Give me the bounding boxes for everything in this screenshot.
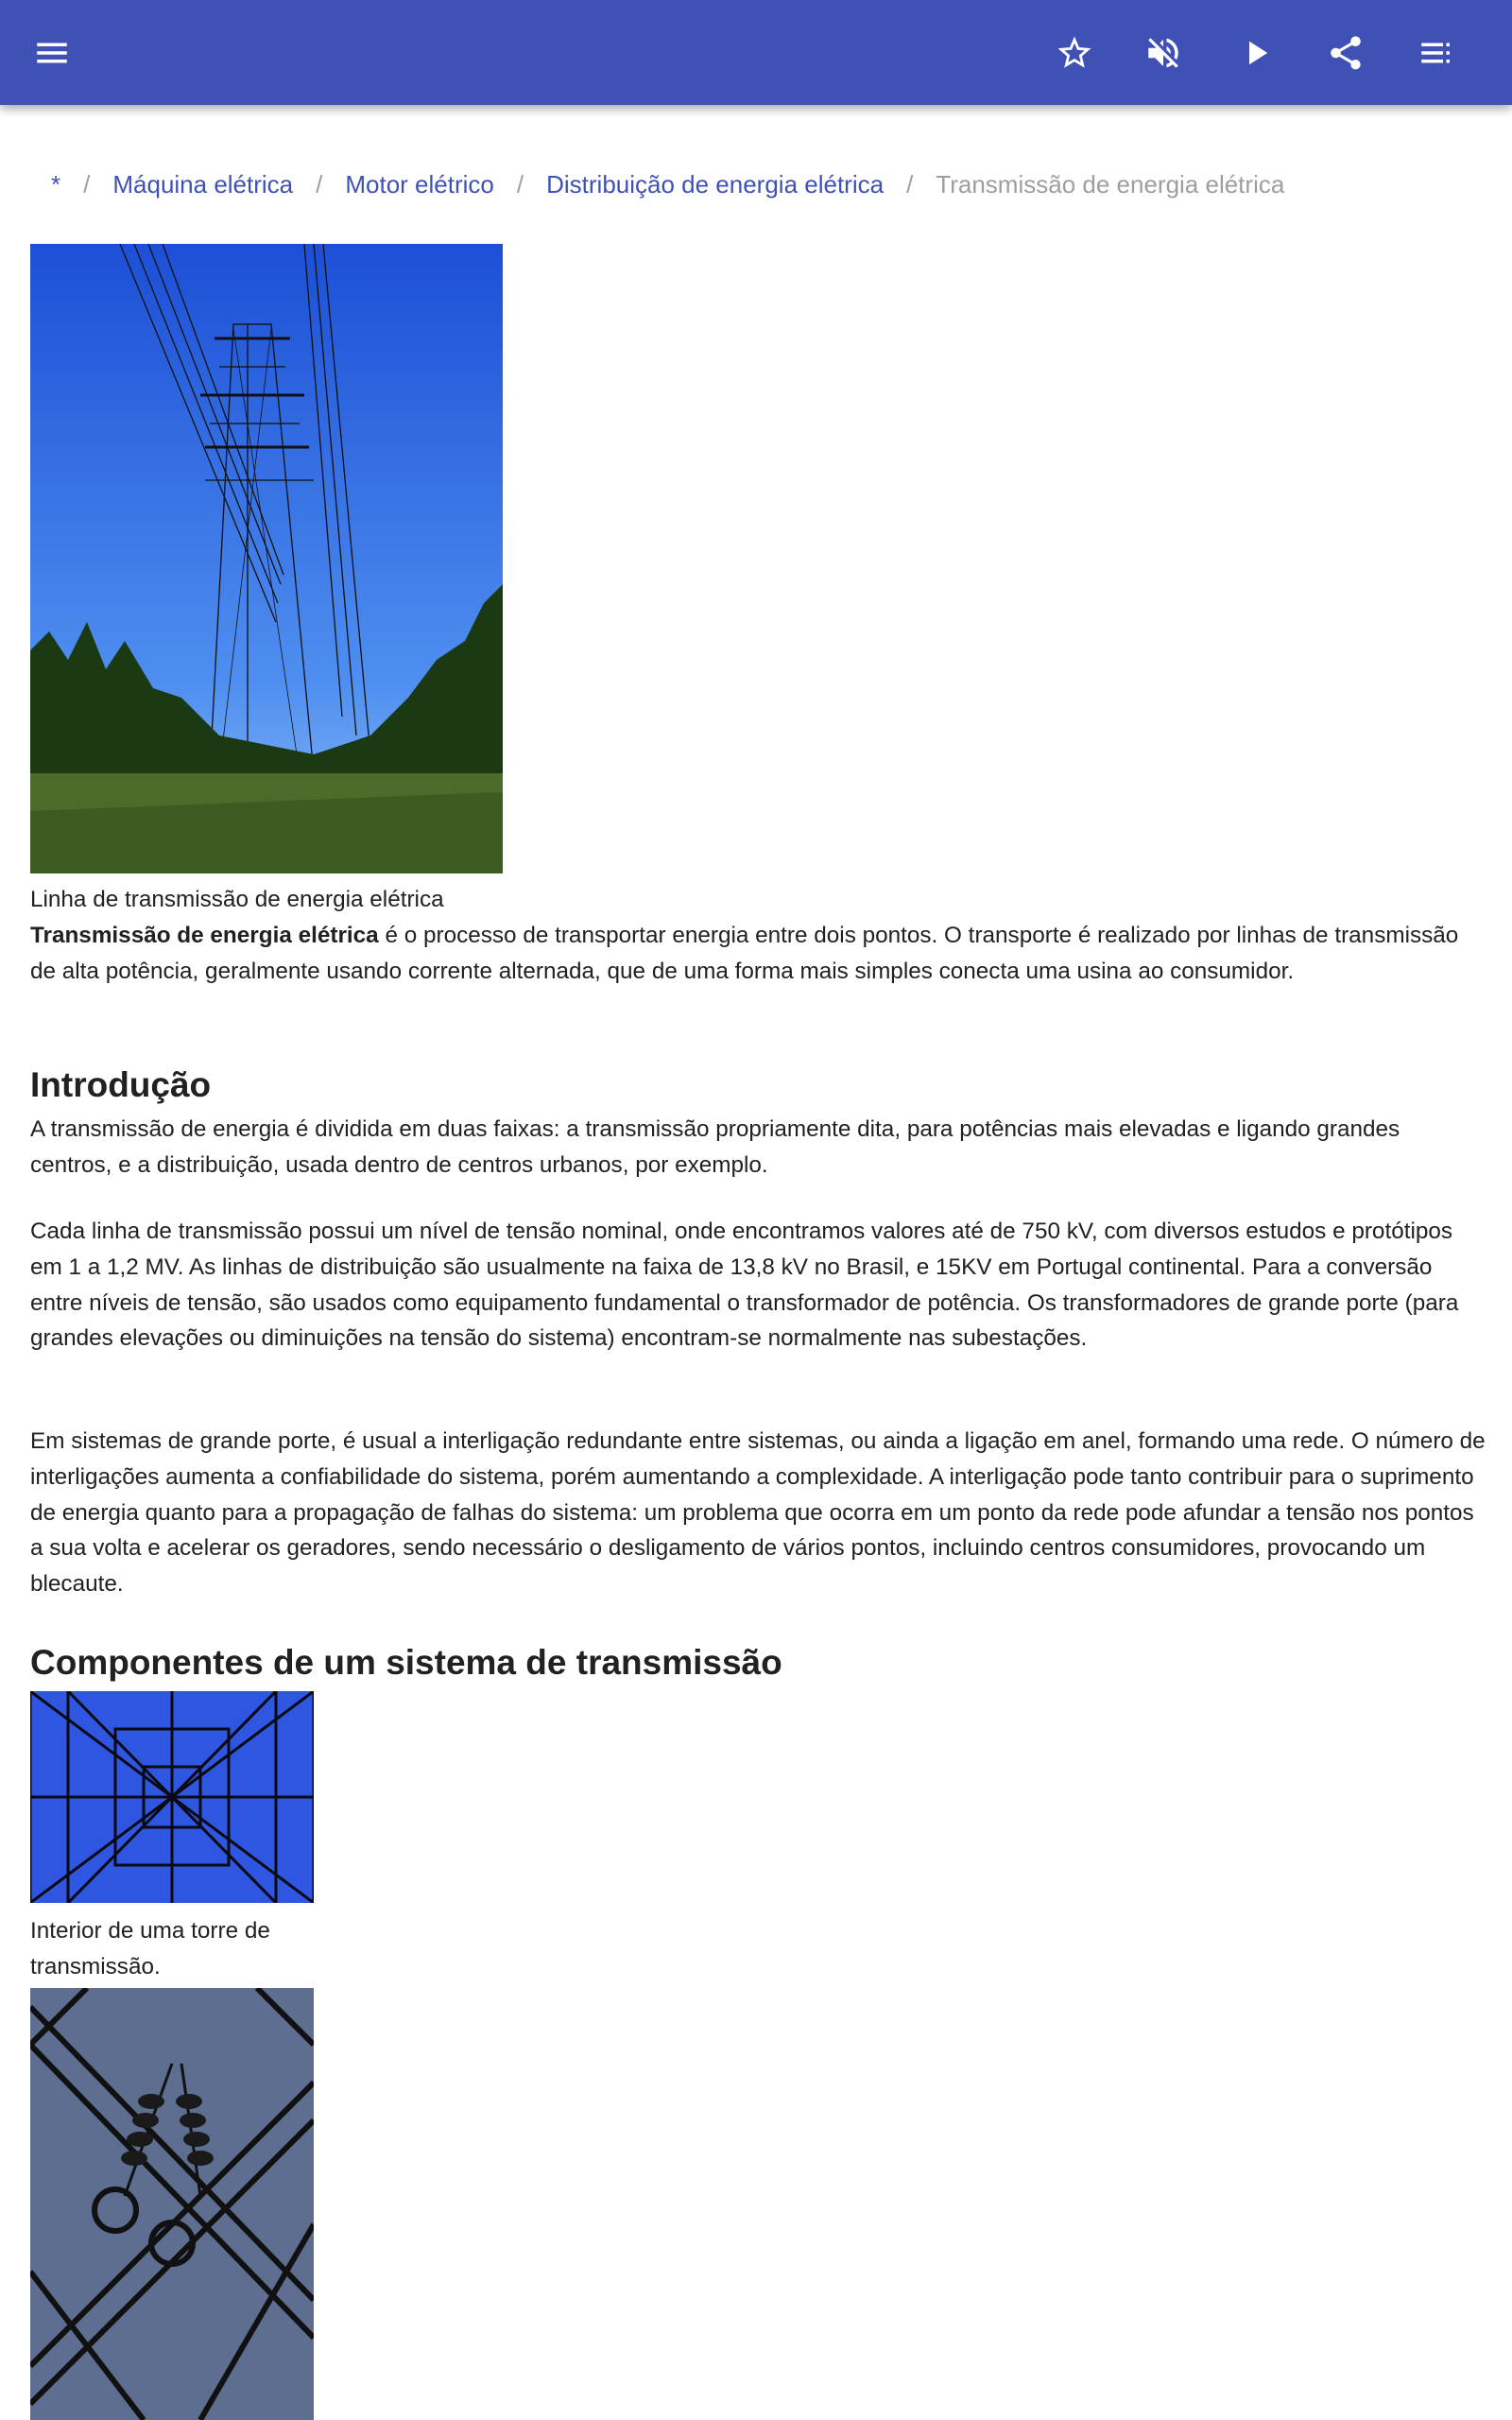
intro-bold-term: Transmissão de energia elétrica xyxy=(30,923,379,948)
tower-insulator-image[interactable] xyxy=(30,1988,314,2420)
section1-paragraph: Em sistemas de grande porte, é usual a interligação redundante entre sistemas, ou ainda a ligação em anel, formando uma rede. O número de interligações aumenta a confiabilidade do sistema, porém aumentando a complexidade. A interligação pode tanto contribuir para o suprimento de energia quanto para a propagação de falhas do sistema: um problema que ocorra em um ponto da rede pode afundar a tensão nos pontos a sua volta e acelerar os geradores, sendo necessário o desligamento de vários pontos, incluindo centros consumidores, provocando um blecaute. xyxy=(30,1428,1486,1598)
share-icon[interactable] xyxy=(1322,29,1369,77)
figure2-caption: Interior de uma torre de transmissão. xyxy=(30,1918,270,1979)
intro-text: é o processo de transportar energia entre dois pontos. O transporte é realizado por linhas de transmissão de alta potência, geralmente usando corrente alternada, que de uma forma mais simples conecta uma usina ao consumidor. xyxy=(30,923,1459,984)
breadcrumb-home[interactable]: * xyxy=(51,170,61,199)
breadcrumb-distribuicao[interactable]: Distribuição de energia elétrica xyxy=(546,170,885,199)
breadcrumb xyxy=(51,170,1284,199)
figure1-caption: Linha de transmissão de energia elétrica xyxy=(30,887,444,912)
breadcrumb-maquina-eletrica[interactable]: Máquina elétrica xyxy=(112,170,294,199)
breadcrumb-separator: / xyxy=(906,170,914,199)
star-icon[interactable] xyxy=(1051,29,1098,77)
volume-off-icon[interactable] xyxy=(1140,29,1187,77)
section-heading-componentes: Componentes de um sistema de transmissão xyxy=(30,1643,782,1682)
breadcrumb-separator: / xyxy=(516,170,524,199)
breadcrumb-separator: / xyxy=(316,170,323,199)
app-bar xyxy=(0,0,1512,105)
breadcrumb-current: Transmissão de energia elétrica xyxy=(936,170,1285,199)
tower-interior-image[interactable] xyxy=(30,1691,314,1903)
section1-paragraph: A transmissão de energia é dividida em duas faixas: a transmissão propriamente dita, para potências mais elevadas e ligando grandes centros, e a distribuição, usada dentro de centros urbanos, por exemplo. xyxy=(30,1116,1400,1178)
menu-icon[interactable] xyxy=(28,29,76,77)
play-icon[interactable] xyxy=(1232,29,1280,77)
breadcrumb-motor-eletrico[interactable]: Motor elétrico xyxy=(345,170,494,199)
breadcrumb-separator: / xyxy=(83,170,91,199)
section-heading-introducao: Introdução xyxy=(30,1065,212,1104)
transmission-tower-image[interactable] xyxy=(30,244,503,873)
intro-paragraph xyxy=(30,918,1486,990)
section1-paragraph: Cada linha de transmissão possui um nível de tensão nominal, onde encontramos valores até de 750 kV, com diversos estudos e protótipos em 1 a 1,2 MV. As linhas de distribuição são usualmente na faixa de 13,8 kV no Brasil, e 15KV em Portugal continental. Para a conversão entre níveis de tensão, são usados como equipamento fundamental o transformador de potência. Os transformadores de grande porte (para grandes elevações ou diminuições na tensão do sistema) encontram-se normalmente nas subestações. xyxy=(30,1219,1459,1352)
playlist-icon[interactable] xyxy=(1413,29,1460,77)
